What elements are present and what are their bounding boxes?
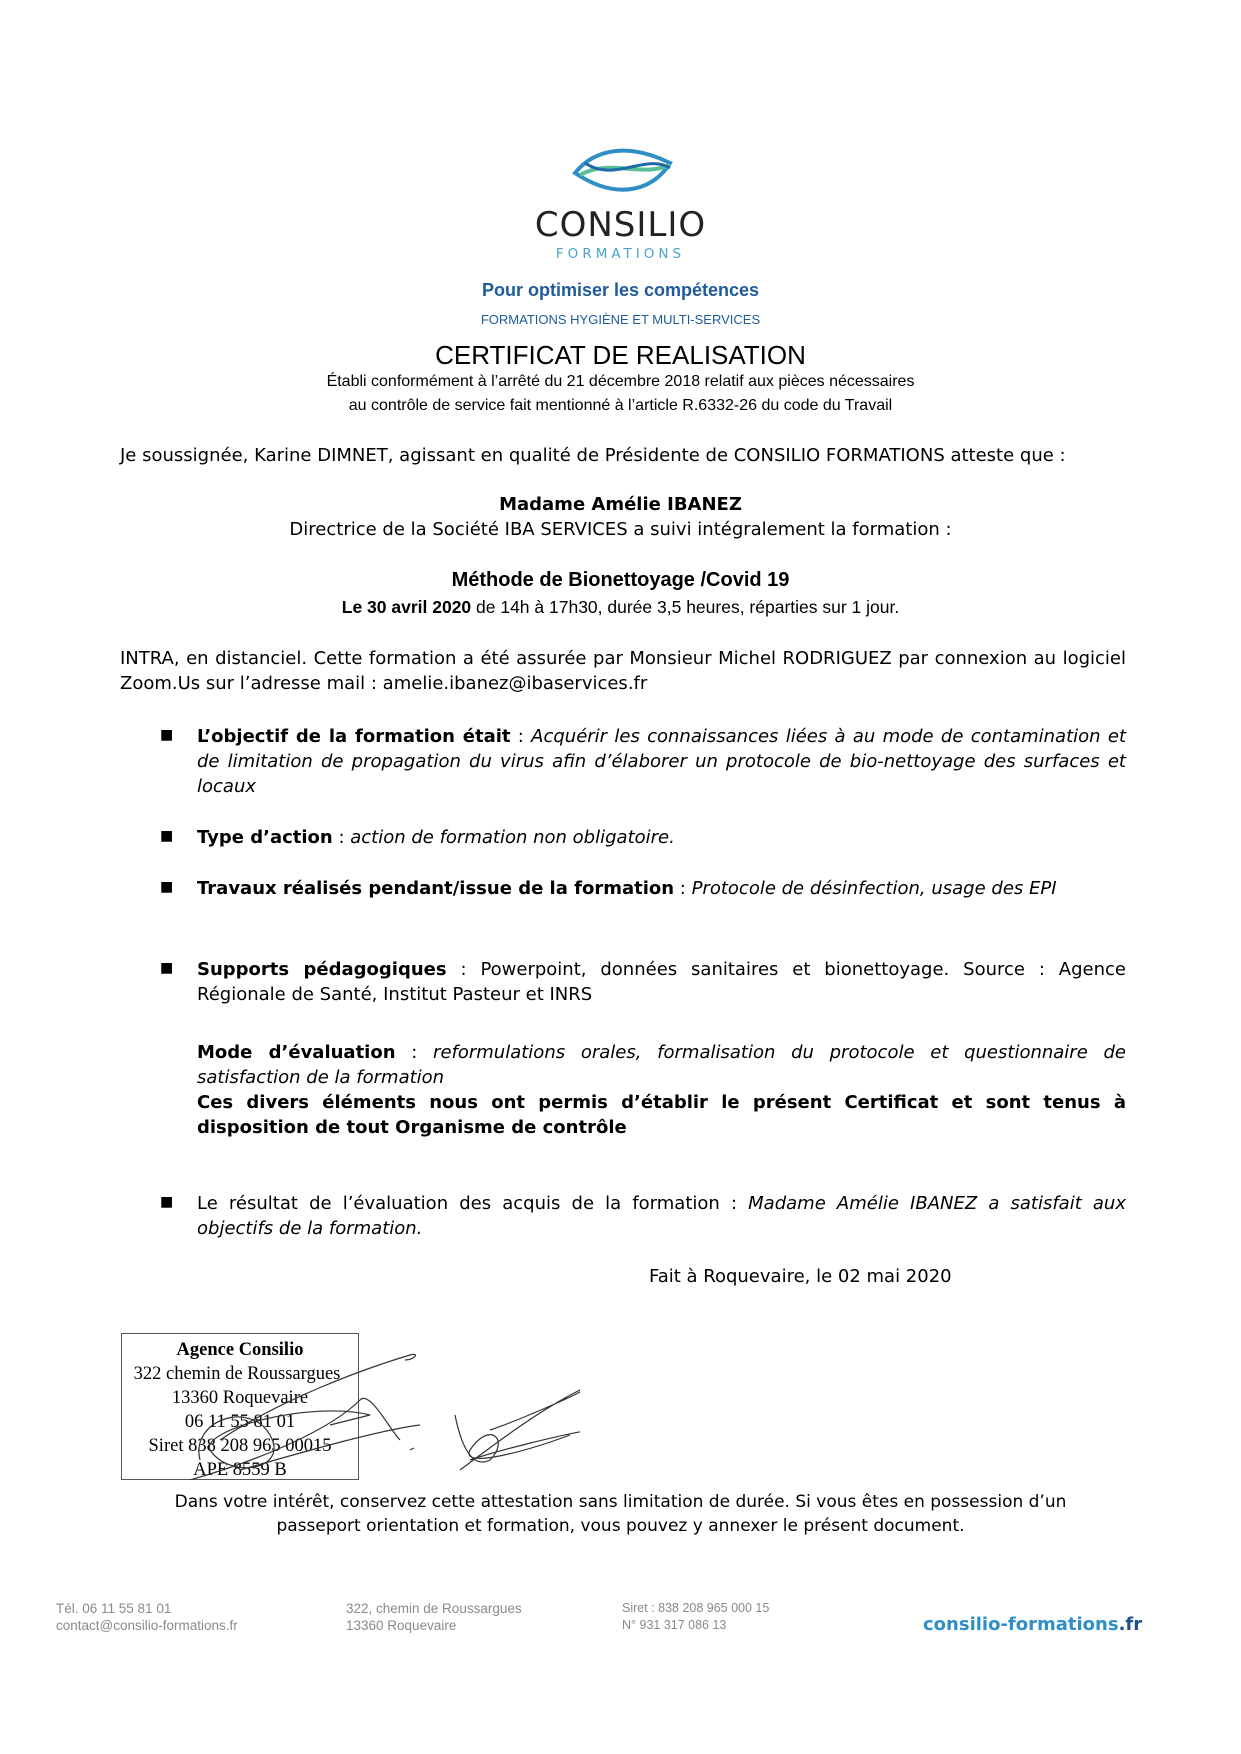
objective-item: [197, 724, 1126, 799]
item-text: Protocole de désinfection, usage des EPI: [691, 878, 1057, 899]
works-item: [197, 876, 1126, 901]
course-date-details: de 14h à 17h30, durée 3,5 heures, réparties sur 1 jour.: [471, 597, 900, 617]
course-date: [0, 597, 1241, 618]
footer-address-line: 13360 Roquevaire: [346, 1618, 457, 1633]
stamp-line: 06 11 55 81 01: [184, 1412, 296, 1432]
place-date: Fait à Roquevaire, le 02 mai 2020: [649, 1266, 952, 1287]
stamp-line: APE 8559 B: [193, 1460, 287, 1480]
item-text: action de formation non obligatoire.: [350, 827, 675, 848]
footer-contact: [56, 1600, 238, 1634]
footer-website-name: consilio-formations: [923, 1614, 1119, 1635]
subtitle-line-2: au contrôle de service fait mentionné à l’article R.6332-26 du code du Travail: [348, 397, 893, 414]
eval-label: Mode d’évaluation: [197, 1042, 396, 1063]
eval-text: reformulations orales, formalisation du protocole et questionnaire de satisfaction de la formation: [197, 1042, 1126, 1088]
stamp-line: 322 chemin de Roussargues: [133, 1364, 341, 1384]
stamp-line: Agence Consilio: [176, 1340, 304, 1360]
logo-name: CONSILIO: [534, 205, 707, 245]
item-text: Acquérir les connaissances liées à au mode de contamination et de limitation de propagation du virus afin d’élaborer un protocole de bio-nettoyage des surfaces et locaux: [197, 726, 1126, 797]
item-sep: :: [332, 827, 351, 848]
item-sep: :: [510, 726, 532, 747]
notice-line-1: Dans votre intérêt, conservez cette attestation sans limitation de durée. Si vous êtes en possession d’un: [174, 1492, 1067, 1512]
logo-subtitle: FORMATIONS: [555, 246, 686, 262]
intra-paragraph: INTRA, en distanciel. Cette formation a été assurée par Monsieur Michel RODRIGUEZ par connexion au logiciel Zoom.Us sur l’adresse mail : amelie.ibanez@ibaservices.fr: [120, 648, 1126, 694]
item-label: Travaux réalisés pendant/issue de la formation: [197, 878, 675, 899]
trainee-name: Madame Amélie IBANEZ: [499, 494, 742, 515]
course-date-bold: Le 30 avril 2020: [341, 597, 472, 617]
stamp-line: Siret 838 208 965 00015: [148, 1436, 332, 1456]
item-label: Type d’action: [197, 827, 333, 848]
footer-siret: Siret : 838 208 965 000 15: [622, 1601, 770, 1615]
trainee-role: Directrice de la Société IBA SERVICES a suivi intégralement la formation :: [289, 519, 952, 540]
result-label: Le résultat de l’évaluation des acquis de la formation :: [197, 1193, 749, 1214]
course-title: Méthode de Bionettoyage /Covid 19: [451, 569, 790, 591]
item-label: L’objectif de la formation était: [197, 726, 511, 747]
footer-email[interactable]: contact@consilio-formations.fr: [56, 1618, 238, 1633]
footer-address: [346, 1600, 522, 1634]
footer-website-tld: .fr: [1118, 1614, 1143, 1635]
bullet-icon: ■: [160, 727, 174, 743]
footer-registration: [622, 1600, 769, 1634]
footer-website[interactable]: [923, 1614, 1142, 1635]
consilio-logo-icon: [570, 143, 680, 203]
bullet-icon: ■: [160, 828, 174, 844]
footer-address-line: 322, chemin de Roussargues: [346, 1601, 522, 1616]
item-label: Supports pédagogiques: [197, 959, 447, 980]
footer-phone: Tél. 06 11 55 81 01: [56, 1601, 172, 1616]
logo-tagline: Pour optimiser les compétences: [481, 280, 760, 300]
supports-item: [197, 957, 1126, 1007]
evaluation-mode: Mode d’évaluation : reformulations orales, formalisation du protocole et questionnaire de satisfaction de la formation: [197, 1042, 1126, 1088]
bullet-icon: ■: [160, 1194, 174, 1210]
notice-line-2: passeport orientation et formation, vous pouvez y annexer le présent document.: [276, 1516, 965, 1536]
certificate-statement: Ces divers éléments nous ont permis d’établir le présent Certificat et sont tenus à disposition de tout Organisme de contrôle: [197, 1092, 1126, 1138]
footer-number: N° 931 317 086 13: [622, 1618, 727, 1632]
bullet-icon: ■: [160, 879, 174, 895]
bullet-icon: ■: [160, 960, 174, 976]
item-sep: :: [446, 959, 481, 980]
result-item: [197, 1191, 1126, 1241]
item-sep: :: [674, 878, 692, 899]
item-text: Powerpoint, données sanitaires et bionettoyage. Source : Agence Régionale de Santé, Institut Pasteur et INRS: [197, 959, 1126, 1005]
result-text: Madame Amélie IBANEZ a satisfait aux objectifs de la formation.: [197, 1193, 1126, 1239]
subtitle-line-1: Établi conformément à l’arrêté du 21 décembre 2018 relatif aux pièces nécessaires: [326, 373, 915, 390]
stamp-line: 13360 Roquevaire: [171, 1388, 309, 1408]
intro-paragraph: Je soussignée, Karine DIMNET, agissant en qualité de Présidente de CONSILIO FORMATIONS atteste que :: [120, 445, 1066, 466]
signature-icon: [160, 1340, 580, 1480]
action-type-item: [197, 825, 1126, 850]
page-title: CERTIFICAT DE REALISATION: [435, 340, 806, 370]
logo-tagline-2: FORMATIONS HYGIÈNE ET MULTI-SERVICES: [480, 312, 761, 327]
